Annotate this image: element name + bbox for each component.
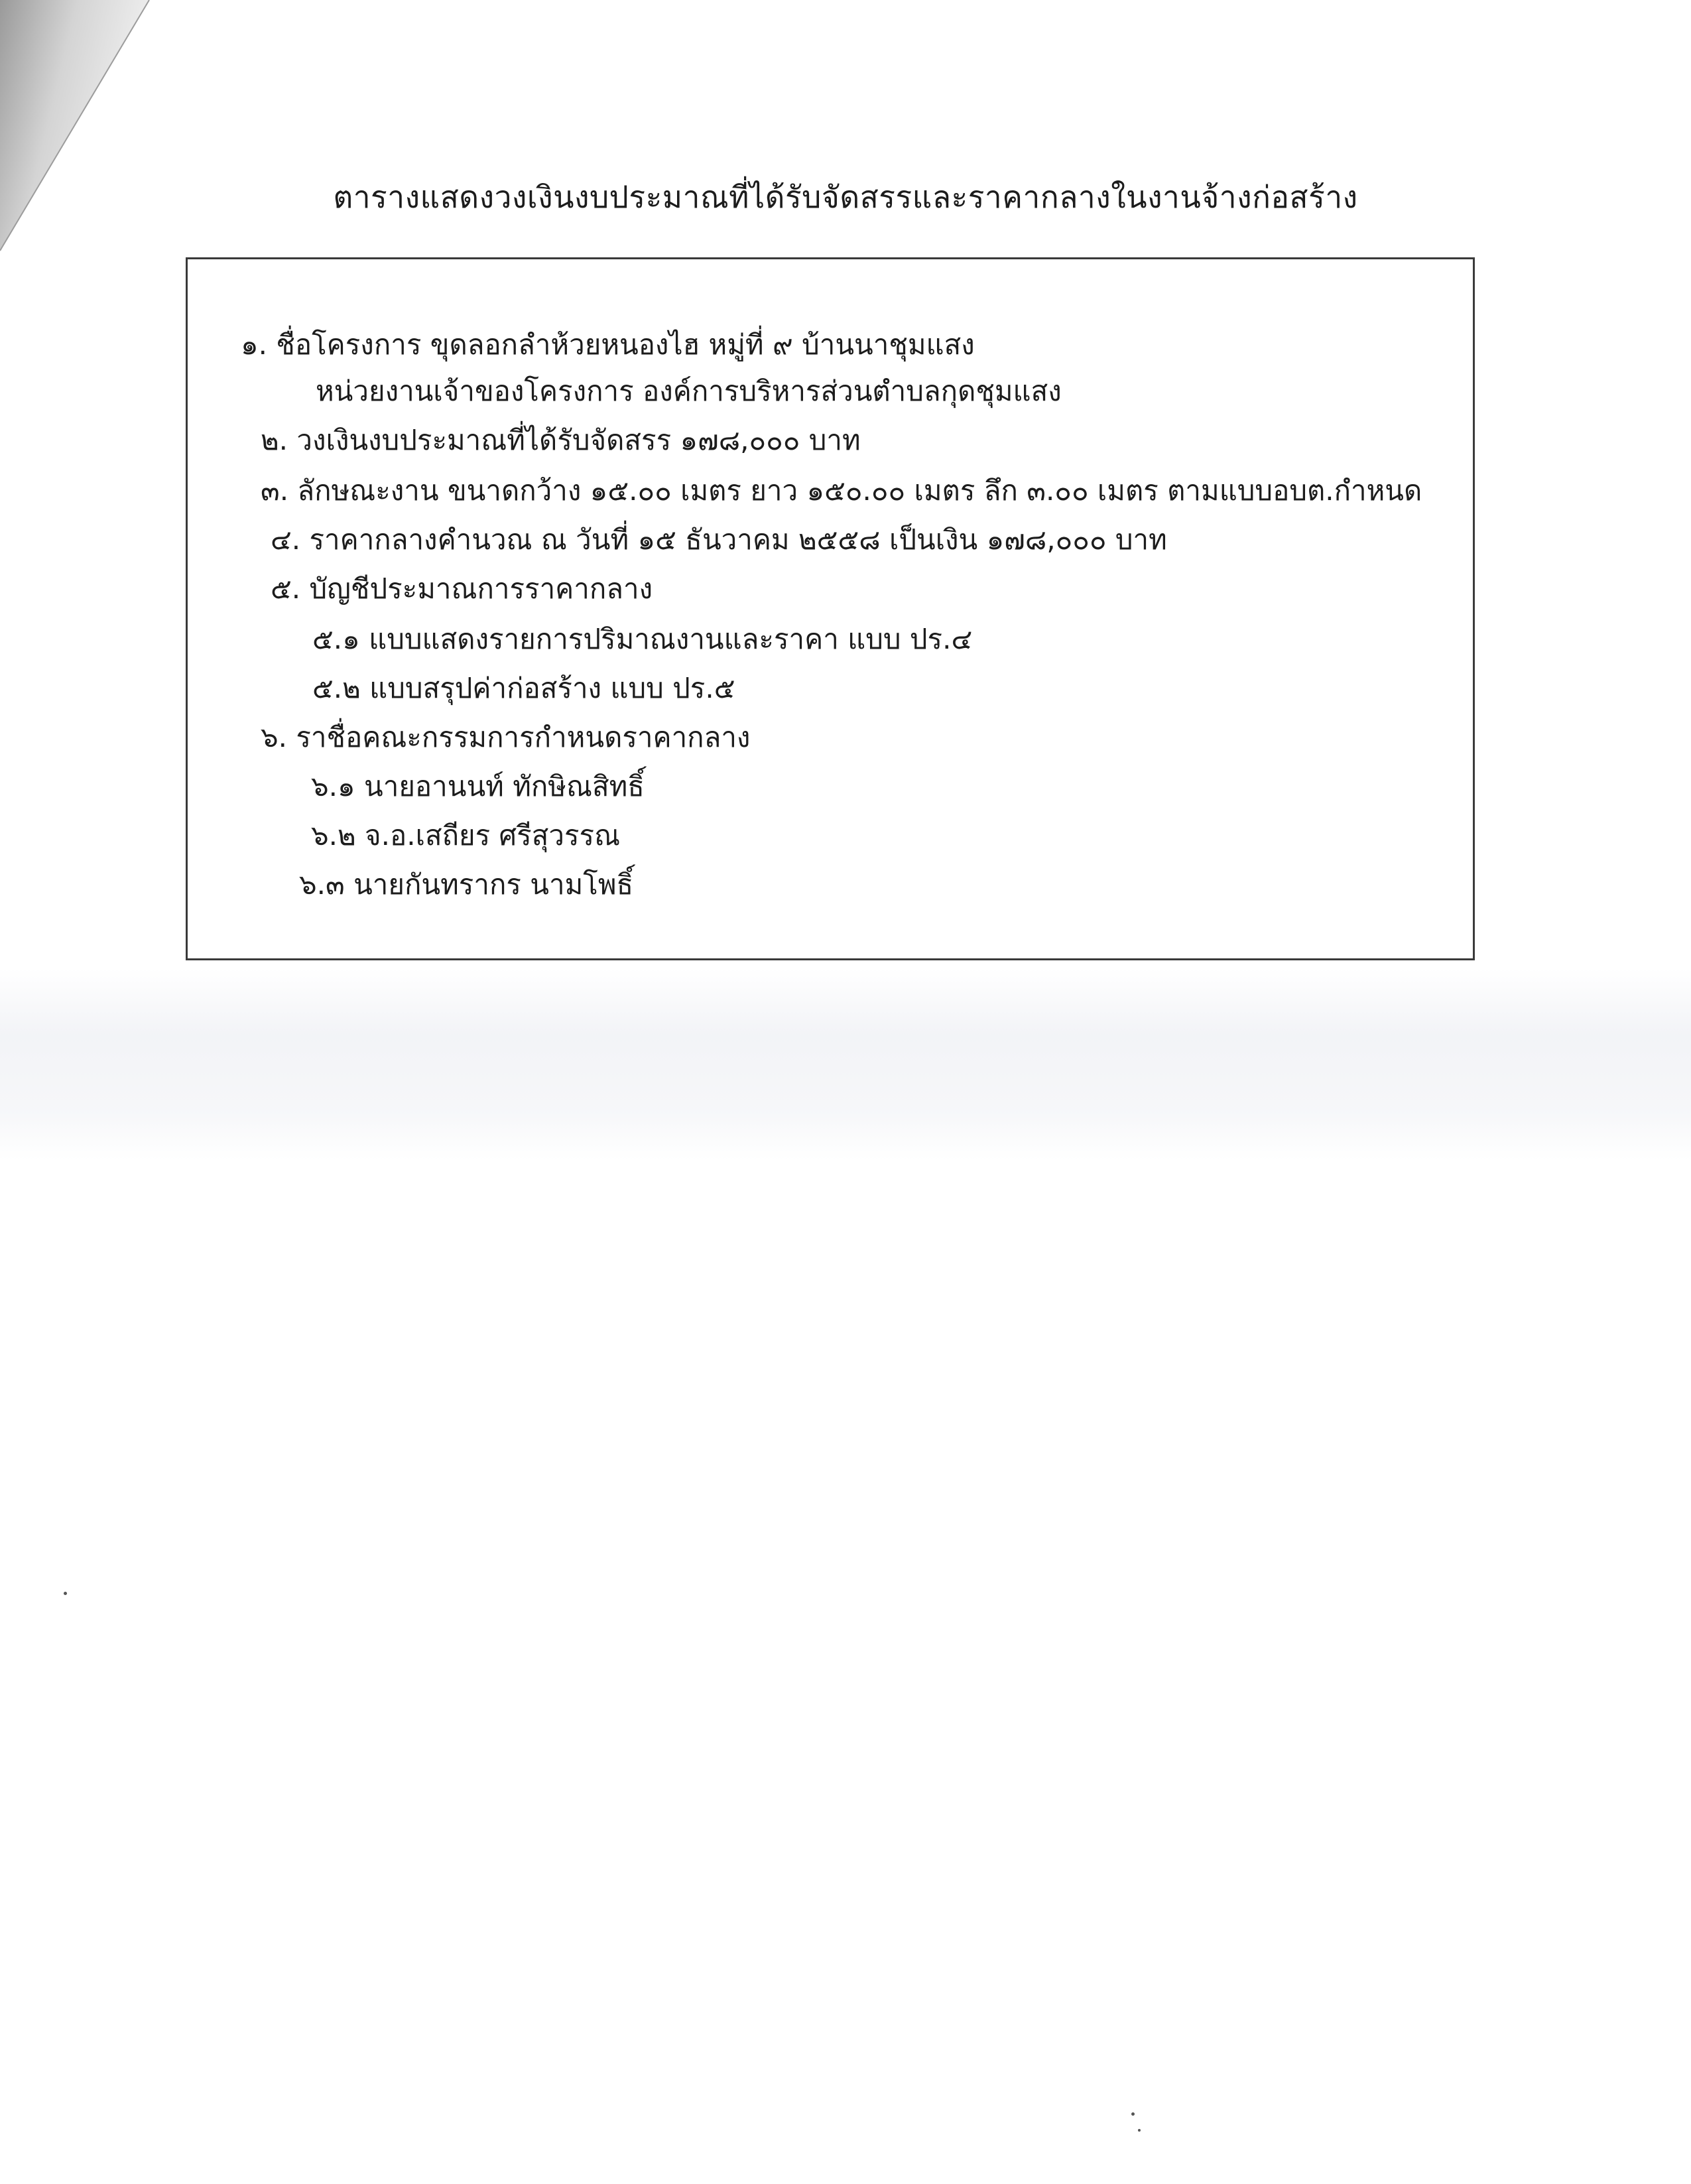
committee-member-1: ๖.๑ นายอานนท์ ทักษิณสิทธิ์ [311,770,645,803]
median-price-line: ๔. ราคากลางคำนวณ ณ วันที่ ๑๕ ธันวาคม ๒๕๕๘ เป็นเงิน ๑๗๘,๐๐๐ บาท [271,523,1167,556]
form-pr5-line: ๕.๒ แบบสรุปค่าก่อสร้าง แบบ ปร.๕ [312,672,735,704]
document-title: ตารางแสดงวงเงินงบประมาณที่ได้รับจัดสรรและราคากลางในงานจ้างก่อสร้าง [333,179,1358,215]
committee-heading: ๖. ราชื่อคณะกรรมการกำหนดราคากลาง [261,721,751,753]
project-info-box [186,257,1475,960]
committee-member-3: ๖.๓ นายกันทรากร นามโพธิ์ [299,868,634,901]
form-pr4-line: ๕.๑ แบบแสดงรายการปริมาณงานและราคา แบบ ปร.๔ [312,623,973,655]
price-estimate-heading: ๕. บัญชีประมาณการราคากลาง [271,572,653,605]
scan-shadow-band [0,968,1691,1161]
budget-line: ๒. วงเงินงบประมาณที่ได้รับจัดสรร ๑๗๘,๐๐๐ บาท [261,424,861,456]
project-owner-line: หน่วยงานเจ้าของโครงการ องค์การบริหารส่วนตำบลกุดชุมแสง [316,375,1062,407]
work-description-line: ๓. ลักษณะงาน ขนาดกว้าง ๑๕.๐๐ เมตร ยาว ๑๕๐.๐๐ เมตร ลึก ๓.๐๐ เมตร ตามแบบอบต.กำหนด [261,474,1422,507]
project-name-line: ๑. ชื่อโครงการ ขุดลอกลำห้วยหนองไฮ หมู่ที่ ๙ บ้านนาชุมแสง [241,328,975,361]
committee-member-2: ๖.๒ จ.อ.เสถียร ศรีสุวรรณ [311,819,621,852]
